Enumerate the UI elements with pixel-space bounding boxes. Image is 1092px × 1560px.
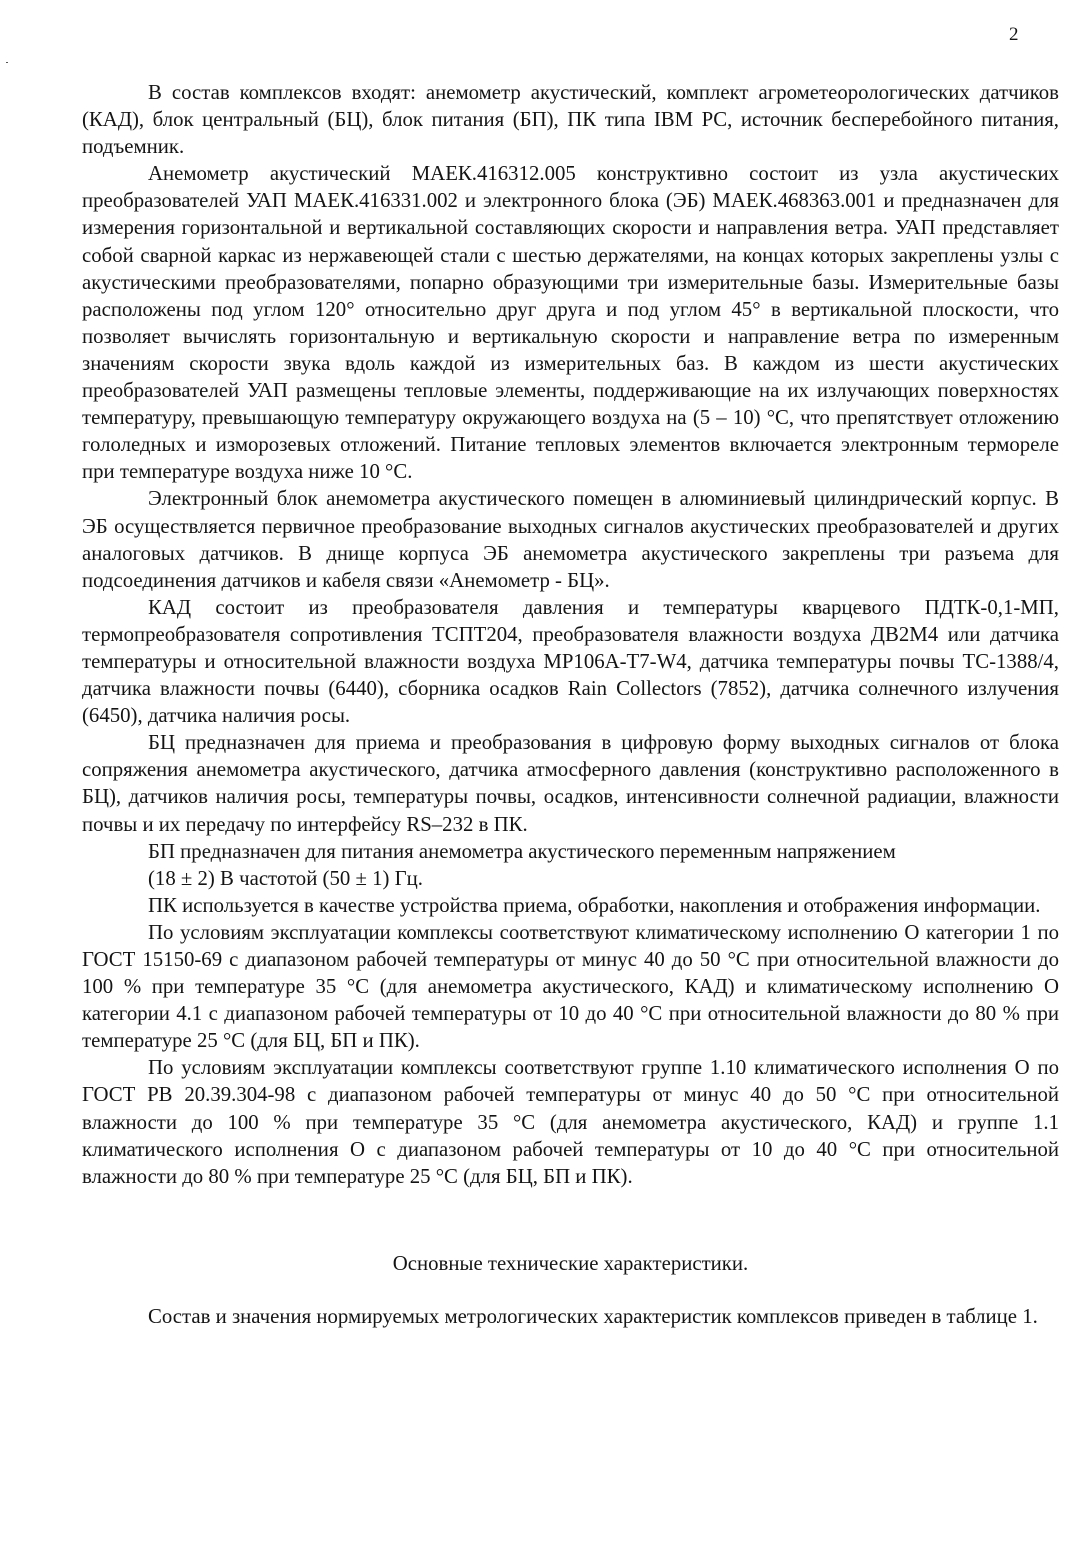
paragraph-operating-conditions-1: По условиям эксплуатации комплексы соответствуют климатическому исполнению О категории 1 по ГОСТ 15150-69 с диапазоном рабочей температуры от минус 40 до 50 °С при относительной влажности до 100 % при температуре 35 °С (для анемометра акустического, КАД) и климатическому исполнению О категории 4.1 с диапазоном рабочей температуры от 10 до 40 °С при относительной влажности до 80 % при температуре 25 °С (для БЦ, БП и ПК). xyxy=(82,920,1059,1053)
paragraph-operating-conditions-2: По условиям эксплуатации комплексы соответствуют группе 1.10 климатического исполнения О по ГОСТ РВ 20.39.304-98 с диапазоном рабочей температуры от минус 40 до 50 °С при относительной влажности до 100 % при температуре 35 °С (для анемометра акустического, КАД) и группе 1.1 климатического исполнения О с диапазоном рабочей температуры от 10 до 40 °С при относительной влажности до 80 % при температуре 25 °С (для БЦ, БП и ПК). xyxy=(82,1056,1059,1188)
paragraph-anemometer: Анемометр акустический МАЕК.416312.005 конструктивно состоит из узла акустических преобразователей УАП МАЕК.416331.002 и электронного блока (ЭБ) МАЕК.468363.001 и предназначен для измерения горизонтальной и вертикальной составляющих скорости и направления ветра. УАП представляет собой сварной каркас из нержавеющей стали с шестью держателями, на концах которых закреплены узлы с акустическими преобразователями, попарно образующими три измерительные базы. Измерительные базы расположены под углом 120° относительно друг друга и под углом 45° в вертикальной плоскости, что позволяет вычислять горизонтальную и вертикальную скорости и направление ветра по измеренным значениям скорости звука вдоль каждой из измерительных баз. В каждом из шести акустических преобразователей УАП размещены тепловые элементы, поддерживающие на их излучающих поверхностях температуру, превышающую температуру окружающего воздуха на (5 – 10) °С, что препятствует отложению гололедных и изморозевых отложений. Питание тепловых элементов включается электронным термореле при температуре воздуха ниже 10 °С. xyxy=(82,162,1059,484)
scan-speck xyxy=(6,62,8,63)
paragraph-bc: БЦ предназначен для приема и преобразования в цифровую форму выходных сигналов от блока сопряжения анемометра акустического, датчика атмосферного давления (конструктивно расположенного в БЦ), датчиков наличия росы, температуры почвы, осадков, интенсивности солнечной радиации, влажности почвы и их передачу по интерфейсу RS–232 в ПК. xyxy=(82,731,1059,836)
paragraph-power-supply: БП предназначен для питания анемометра акустического переменным напряжением xyxy=(148,839,896,863)
paragraph-electronic-unit: Электронный блок анемометра акустического помещен в алюминиевый цилиндрический корпус. В ЭБ осуществляется первичное преобразование выходных сигналов акустических преобразователей и других аналоговых датчиков. В днище корпуса ЭБ анемометра акустического закреплены три разъема для подсоединения датчиков и кабеля связи «Анемометр - БЦ». xyxy=(82,487,1059,592)
paragraph-kad: КАД состоит из преобразователя давления и температуры кварцевого ПДТК-0,1-МП, термопреобразователя сопротивления ТСПТ204, преобразователя влажности воздуха ДВ2М4 или датчика температуры и относительной влажности воздуха MP106A-T7-W4, датчика температуры почвы ТС-1388/4, датчика влажности почвы (6440), сборника осадков Rain Collectors (7852), датчика солнечного излучения (6450), датчика наличия росы. xyxy=(82,595,1059,728)
paragraph-table-reference: Состав и значения нормируемых метрологических характеристик комплексов приведен в таблице 1. xyxy=(148,1305,1038,1328)
paragraph-pc: ПК используется в качестве устройства приема, обработки, накопления и отображения информации. xyxy=(148,893,1041,917)
body-text xyxy=(82,79,1059,1190)
paragraph-composition: В состав комплексов входят: анемометр акустический, комплект агрометеорологических датчиков (КАД), блок центральный (БЦ), блок питания (БП), ПК типа IBM PC, источник бесперебойного питания, подъемник. xyxy=(82,81,1059,159)
paragraph-power-supply-values: (18 ± 2) В частотой (50 ± 1) Гц. xyxy=(148,866,423,890)
page-number: 2 xyxy=(1009,24,1019,45)
closing-text xyxy=(82,1303,1059,1330)
section-heading: Основные технические характеристики. xyxy=(392,1252,749,1275)
